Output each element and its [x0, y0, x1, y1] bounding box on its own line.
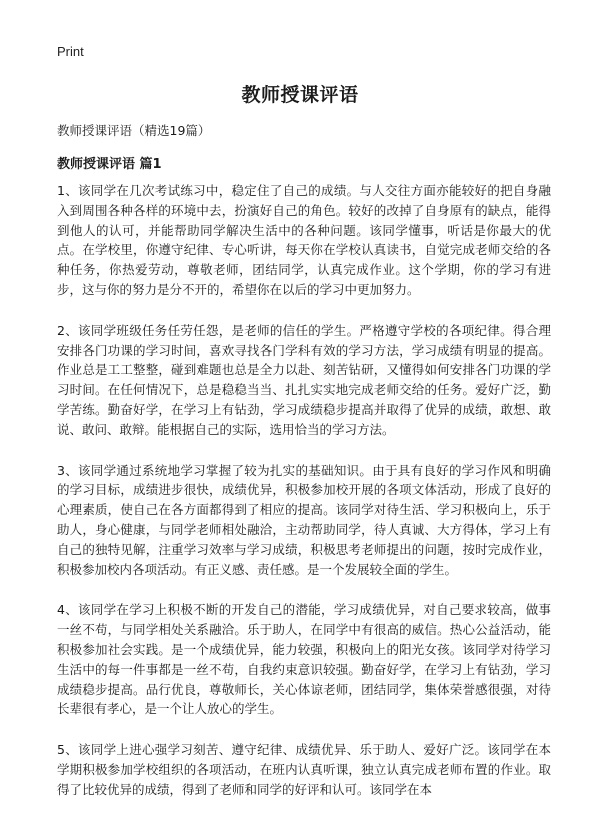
comment-paragraph-4: 4、该同学在学习上积极不断的开发自己的潜能，学习成绩优异，对自己要求较高，做事一丝不苟，与同学相处关系融洽。乐于助人，在同学中有很高的威信。热心公益活动，能积极参加社会实践。是一个成绩优异，能力较强，积极向上的阳光女孩。该同学对待学习生活中的每一件事都是一丝不苟，自我约束意识较强。勤奋好学，在学习上有钻劲，学习成绩稳步提高。品行优良，尊敬师长，关心体谅老师，团结同学，集体荣誉感很强，对待长辈很有孝心，是一个让人放心的学生。 — [57, 602, 551, 717]
document-title: 教师授课评语 — [241, 84, 359, 106]
comment-paragraph-5: 5、该同学上进心强学习刻苦、遵守纪律、成绩优异、乐于助人、爱好广泛。该同学在本学期积极参加学校组织的各项活动，在班内认真听课，独立认真完成老师布置的作业。取得了比较优异的成绩，得到了老师和同学的好评和认可。该同学在本 — [57, 742, 551, 797]
print-link[interactable]: Print — [57, 44, 84, 59]
comment-paragraph-3: 3、该同学通过系统地学习掌握了较为扎实的基础知识。由于具有良好的学习作风和明确的学习目标，成绩进步很快，成绩优异，积极参加校开展的各项文体活动，形成了良好的心理素质，使自己在各方面都得到了相应的提高。该同学对待生活、学习积极向上，乐于助人，身心健康，与同学老师相处融洽，主动帮助同学，待人真诚、大方得体，学习上有自己的独特见解，注重学习效率与学习成绩，积极思考老师提出的问题，按时完成作业，积极参加校内各项活动。有正义感、责任感。是一个发展较全面的学生。 — [57, 462, 551, 577]
comment-paragraph-1: 1、该同学在几次考试练习中，稳定住了自己的成绩。与人交往方面亦能较好的把自身融入到周围各种各样的环境中去，扮演好自己的角色。较好的改掉了自身原有的缺点，能得到他人的认可，并能帮助同学解决生活中的各种问题。该同学懂事，听话是你最大的优点。在学校里，你遵守纪律、专心听讲，每天你在学校认真读书，自觉完成老师交给的各种任务，你热爱劳动，尊敬老师，团结同学，认真完成作业。这个学期，你的学习有进步，这与你的努力是分不开的，希望你在以后的学习中更加努力。 — [57, 183, 551, 297]
comment-paragraph-2: 2、该同学班级任务任劳任怨，是老师的信任的学生。严格遵守学校的各项纪律。得合理安排各门功课的学习时间，喜欢寻找各门学科有效的学习方法，学习成绩有明显的提高。作业总是工工整整，碰到难题也总是全力以赴、刻苦钻研，又懂得如何安排各门功课的学习时间。在任何情况下，总是稳稳当当、扎扎实实地完成老师交给的任务。爱好广泛，勤学苦练。勤奋好学，在学习上有钻劲，学习成绩稳步提高并取得了优异的成绩，敢想、敢说、敢问、敢辩。能根据自己的实际，选用恰当的学习方法。 — [57, 322, 551, 437]
document-subtitle: 教师授课评语（精选19篇） — [57, 123, 211, 138]
document-body — [57, 181, 551, 821]
section-heading: 教师授课评语 篇1 — [57, 157, 162, 172]
